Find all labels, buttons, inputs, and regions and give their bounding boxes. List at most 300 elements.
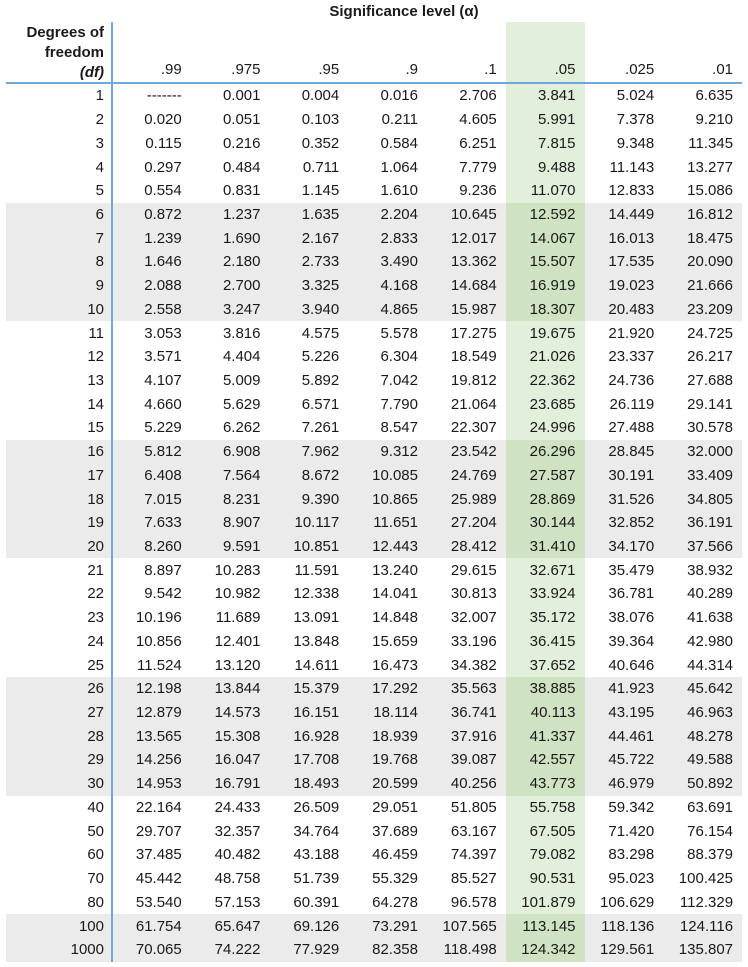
- value-cell: 5.226: [301, 348, 340, 366]
- table-row: [6, 748, 742, 772]
- value-cell: 1.239: [112, 226, 191, 250]
- value-cell: 27.488: [608, 419, 655, 437]
- value-cell: 41.337: [506, 724, 585, 748]
- df-cell: 13: [6, 369, 112, 393]
- value-cell: 48.278: [663, 724, 742, 748]
- df-cell: 50: [6, 819, 112, 843]
- value-cell: 124.342: [506, 938, 585, 962]
- value-cell: 4.660: [144, 395, 182, 413]
- value-cell: 15.086: [687, 182, 734, 200]
- df-cell: 9: [6, 274, 112, 298]
- value-cell: 30.578: [687, 419, 734, 437]
- value-cell: 40.482: [214, 846, 261, 864]
- table-row: [6, 131, 742, 155]
- value-cell: 30.813: [450, 585, 497, 603]
- table-row: [6, 416, 742, 440]
- title-cell: [6, 0, 742, 22]
- value-cell: 9.488: [506, 155, 585, 179]
- value-cell: 61.754: [112, 914, 191, 938]
- value-cell: 43.195: [585, 701, 664, 725]
- table-row: [6, 606, 742, 630]
- value-cell: 36.191: [663, 511, 742, 535]
- value-cell: 19.675: [506, 321, 585, 345]
- df-cell: 30: [6, 772, 112, 796]
- value-cell: 38.932: [687, 561, 734, 579]
- df-cell: 3: [6, 131, 112, 155]
- value-cell: 60.391: [293, 893, 340, 911]
- value-cell: 14.067: [506, 226, 585, 250]
- df-cell: 2: [6, 108, 112, 132]
- value-cell: 10.856: [135, 632, 182, 650]
- value-cell: 23.685: [506, 392, 585, 416]
- value-cell: 96.578: [450, 893, 497, 911]
- value-cell: 22.307: [450, 419, 497, 437]
- value-cell: 1.610: [380, 182, 418, 200]
- value-cell: 32.852: [585, 511, 664, 535]
- value-cell: 20.483: [585, 297, 664, 321]
- value-cell: 37.485: [135, 846, 182, 864]
- value-cell: 17.708: [270, 748, 349, 772]
- value-cell: 14.256: [112, 748, 191, 772]
- value-cell: 18.493: [270, 772, 349, 796]
- value-cell: 38.885: [506, 677, 585, 701]
- value-cell: 15.507: [506, 250, 585, 274]
- value-cell: 10.196: [135, 609, 182, 627]
- value-cell: 0.711: [302, 158, 340, 176]
- table-row: [6, 867, 742, 891]
- value-cell: 67.505: [506, 819, 585, 843]
- value-cell: 106.629: [600, 893, 655, 911]
- value-cell: 13.848: [293, 632, 340, 650]
- value-cell: 27.688: [687, 371, 734, 389]
- value-cell: 42.557: [506, 748, 585, 772]
- df-cell: 24: [6, 630, 112, 654]
- value-cell: 32.671: [506, 558, 585, 582]
- value-cell: 12.592: [506, 203, 585, 227]
- value-cell: 112.329: [679, 893, 734, 911]
- table-row: [6, 772, 742, 796]
- value-cell: 34.764: [293, 822, 340, 840]
- value-cell: 12.198: [112, 677, 191, 701]
- value-cell: 18.307: [506, 297, 585, 321]
- df-cell: 29: [6, 748, 112, 772]
- value-cell: 10.982: [214, 585, 261, 603]
- value-cell: 43.773: [506, 772, 585, 796]
- value-cell: 40.256: [427, 772, 506, 796]
- value-cell: 6.251: [459, 134, 497, 152]
- table-row: [6, 440, 742, 464]
- value-cell: 23.209: [663, 297, 742, 321]
- value-cell: 26.509: [293, 798, 340, 816]
- df-cell: 26: [6, 677, 112, 701]
- value-cell: 46.459: [372, 846, 418, 864]
- value-cell: 11.143: [609, 158, 655, 176]
- df-cell: 19: [6, 511, 112, 535]
- value-cell: 118.498: [427, 938, 506, 962]
- table-row: [6, 250, 742, 274]
- value-cell: 5.892: [301, 371, 340, 389]
- value-cell: 5.009: [222, 371, 261, 389]
- value-cell: 0.051: [222, 111, 261, 129]
- df-cell: 1000: [6, 938, 112, 962]
- value-cell: 3.841: [506, 83, 585, 108]
- value-cell: 5.812: [112, 440, 191, 464]
- value-cell: 135.807: [663, 938, 742, 962]
- value-cell: 45.642: [663, 677, 742, 701]
- value-cell: 37.566: [663, 535, 742, 559]
- value-cell: 0.831: [222, 182, 261, 200]
- df-cell: 15: [6, 416, 112, 440]
- value-cell: 2.180: [191, 250, 270, 274]
- value-cell: 31.410: [506, 535, 585, 559]
- value-cell: 12.879: [112, 701, 191, 725]
- title-row: [6, 0, 742, 22]
- value-cell: 9.312: [348, 440, 427, 464]
- value-cell: 9.390: [270, 487, 349, 511]
- value-cell: 6.262: [222, 419, 261, 437]
- table-row: [6, 630, 742, 654]
- value-cell: 22.164: [135, 798, 182, 816]
- value-cell: 11.591: [294, 561, 340, 579]
- value-cell: 7.962: [270, 440, 349, 464]
- table-row: [6, 108, 742, 132]
- value-cell: 29.707: [135, 822, 182, 840]
- value-cell: 95.023: [608, 870, 655, 888]
- value-cell: 3.247: [191, 297, 270, 321]
- value-cell: 3.490: [348, 250, 427, 274]
- value-cell: 2.167: [270, 226, 349, 250]
- table-row: [6, 724, 742, 748]
- row-header-line-1: Degrees of: [26, 24, 104, 41]
- value-cell: 32.000: [663, 440, 742, 464]
- table-row: [6, 653, 742, 677]
- table-row: [6, 938, 742, 962]
- value-cell: 6.304: [380, 348, 418, 366]
- value-cell: 5.024: [616, 87, 655, 105]
- value-cell: 32.007: [450, 609, 497, 627]
- value-cell: 7.815: [506, 131, 585, 155]
- value-cell: 74.222: [191, 938, 270, 962]
- value-cell: 24.996: [506, 416, 585, 440]
- value-cell: 10.085: [348, 464, 427, 488]
- value-cell: 13.277: [687, 158, 734, 176]
- value-cell: 11.651: [348, 511, 427, 535]
- value-cell: 10.117: [270, 511, 349, 535]
- df-cell: 16: [6, 440, 112, 464]
- value-cell: 42.980: [687, 632, 734, 650]
- value-cell: 13.120: [214, 656, 261, 674]
- value-cell: 26.296: [506, 440, 585, 464]
- value-cell: 88.379: [687, 846, 734, 864]
- value-cell: 5.578: [380, 324, 418, 342]
- value-cell: 35.479: [608, 561, 655, 579]
- value-cell: 38.076: [608, 609, 655, 627]
- value-cell: 13.565: [112, 724, 191, 748]
- value-cell: 129.561: [585, 938, 664, 962]
- value-cell: 82.358: [348, 938, 427, 962]
- value-cell: 6.571: [301, 395, 340, 413]
- table-row: [6, 511, 742, 535]
- value-cell: 2.700: [191, 274, 270, 298]
- value-cell: 39.364: [608, 632, 655, 650]
- value-cell: 73.291: [348, 914, 427, 938]
- value-cell: 24.725: [687, 324, 734, 342]
- value-cell: 2.833: [348, 226, 427, 250]
- value-cell: 83.298: [608, 846, 655, 864]
- table-row: [6, 321, 742, 345]
- value-cell: 34.382: [450, 656, 497, 674]
- value-cell: 25.989: [427, 487, 506, 511]
- value-cell: 28.869: [506, 487, 585, 511]
- value-cell: 4.404: [222, 348, 261, 366]
- value-cell: 35.172: [506, 606, 585, 630]
- value-cell: 48.758: [214, 870, 261, 888]
- value-cell: 20.599: [348, 772, 427, 796]
- value-cell: 11.345: [688, 134, 734, 152]
- value-cell: 3.816: [222, 324, 261, 342]
- value-cell: 6.908: [191, 440, 270, 464]
- value-cell: 21.026: [506, 345, 585, 369]
- value-cell: 15.308: [191, 724, 270, 748]
- value-cell: 0.103: [301, 111, 340, 129]
- value-cell: 2.204: [348, 203, 427, 227]
- value-cell: 4.107: [144, 371, 182, 389]
- value-cell: 19.768: [348, 748, 427, 772]
- value-cell: 1.237: [191, 203, 270, 227]
- table-row: [6, 535, 742, 559]
- value-cell: 36.415: [506, 630, 585, 654]
- value-cell: 16.047: [191, 748, 270, 772]
- value-cell: 69.126: [270, 914, 349, 938]
- value-cell: 79.082: [506, 843, 585, 867]
- table-row: [6, 677, 742, 701]
- value-cell: 31.526: [585, 487, 664, 511]
- table-row: [6, 179, 742, 203]
- value-cell: 0.584: [380, 134, 418, 152]
- value-cell: 6.635: [695, 87, 734, 105]
- value-cell: 24.433: [214, 798, 261, 816]
- value-cell: 0.016: [380, 87, 418, 105]
- value-cell: 101.879: [506, 890, 585, 914]
- value-cell: 16.919: [506, 274, 585, 298]
- value-cell: 24.736: [608, 371, 655, 389]
- value-cell: 4.575: [301, 324, 340, 342]
- value-cell: 15.659: [372, 632, 418, 650]
- value-cell: 1.145: [301, 182, 340, 200]
- value-cell: 3.325: [270, 274, 349, 298]
- df-cell: 70: [6, 867, 112, 891]
- value-cell: 63.167: [450, 822, 497, 840]
- value-cell: 40.646: [608, 656, 655, 674]
- value-cell: 11.070: [506, 179, 585, 203]
- value-cell: 21.920: [608, 324, 655, 342]
- value-cell: 30.144: [506, 511, 585, 535]
- value-cell: 18.475: [663, 226, 742, 250]
- df-cell: 21: [6, 558, 112, 582]
- df-cell: 23: [6, 606, 112, 630]
- value-cell: 107.565: [427, 914, 506, 938]
- value-cell: 35.563: [427, 677, 506, 701]
- value-cell: 8.260: [112, 535, 191, 559]
- value-cell: 37.689: [372, 822, 418, 840]
- value-cell: 21.064: [450, 395, 497, 413]
- value-cell: 7.261: [301, 419, 340, 437]
- value-cell: 124.116: [663, 914, 742, 938]
- value-cell: 19.023: [585, 274, 664, 298]
- df-cell: 100: [6, 914, 112, 938]
- value-cell: 46.963: [663, 701, 742, 725]
- value-cell: 65.647: [191, 914, 270, 938]
- row-header-line-2: freedom: [44, 44, 104, 61]
- value-cell: 90.531: [506, 867, 585, 891]
- row-header-degrees-of-freedom: [6, 22, 112, 83]
- value-cell: 12.338: [293, 585, 340, 603]
- value-cell: 22.362: [506, 369, 585, 393]
- df-cell: 6: [6, 203, 112, 227]
- column-header: .05: [506, 22, 585, 83]
- value-cell: 45.442: [135, 870, 182, 888]
- column-header: .9: [348, 22, 427, 83]
- column-header: .1: [427, 22, 506, 83]
- value-cell: 2.706: [459, 87, 497, 105]
- df-cell: 7: [6, 226, 112, 250]
- value-cell: 20.090: [663, 250, 742, 274]
- value-cell: 36.781: [608, 585, 655, 603]
- value-cell: 118.136: [585, 914, 664, 938]
- df-cell: 20: [6, 535, 112, 559]
- value-cell: 64.278: [372, 893, 418, 911]
- table-row: [6, 155, 742, 179]
- value-cell: 43.188: [293, 846, 340, 864]
- value-cell: 5.991: [506, 108, 585, 132]
- value-cell: 18.549: [450, 348, 497, 366]
- value-cell: 0.211: [381, 111, 418, 129]
- value-cell: 7.779: [459, 158, 497, 176]
- value-cell: 17.292: [348, 677, 427, 701]
- column-header: .99: [112, 22, 191, 83]
- value-cell: 50.892: [663, 772, 742, 796]
- value-cell: 29.615: [450, 561, 497, 579]
- value-cell: 16.928: [270, 724, 349, 748]
- df-cell: 11: [6, 321, 112, 345]
- value-cell: 14.684: [427, 274, 506, 298]
- df-cell: 40: [6, 796, 112, 820]
- value-cell: 28.845: [585, 440, 664, 464]
- df-cell: 5: [6, 179, 112, 203]
- value-cell: 0.554: [144, 182, 182, 200]
- value-cell: 37.652: [506, 653, 585, 677]
- value-cell: 76.154: [687, 822, 734, 840]
- value-cell: 2.088: [112, 274, 191, 298]
- value-cell: 16.151: [270, 701, 349, 725]
- value-cell: 44.461: [585, 724, 664, 748]
- value-cell: 9.542: [144, 585, 182, 603]
- value-cell: 23.337: [608, 348, 655, 366]
- value-cell: 0.297: [144, 158, 182, 176]
- table-row: [6, 83, 742, 108]
- table-row: [6, 274, 742, 298]
- value-cell: 63.691: [687, 798, 734, 816]
- value-cell: 21.666: [663, 274, 742, 298]
- value-cell: 0.020: [144, 111, 182, 129]
- value-cell: 16.013: [585, 226, 664, 250]
- value-cell: 8.231: [191, 487, 270, 511]
- value-cell: 11.524: [136, 656, 182, 674]
- table-row: [6, 558, 742, 582]
- value-cell: 14.611: [294, 656, 340, 674]
- value-cell: 14.573: [191, 701, 270, 725]
- value-cell: 0.352: [301, 134, 340, 152]
- value-cell: 85.527: [450, 870, 497, 888]
- table-row: [6, 914, 742, 938]
- df-cell: 8: [6, 250, 112, 274]
- value-cell: 12.443: [348, 535, 427, 559]
- value-cell: 0.872: [112, 203, 191, 227]
- value-cell: 46.979: [585, 772, 664, 796]
- value-cell: 10.865: [348, 487, 427, 511]
- value-cell: 32.357: [214, 822, 261, 840]
- value-cell: 1.646: [112, 250, 191, 274]
- value-cell: 9.591: [191, 535, 270, 559]
- value-cell: 55.758: [506, 796, 585, 820]
- value-cell: 10.645: [427, 203, 506, 227]
- value-cell: 51.805: [450, 798, 497, 816]
- table-row: [6, 226, 742, 250]
- df-cell: 27: [6, 701, 112, 725]
- df-cell: 18: [6, 487, 112, 511]
- column-header: .025: [585, 22, 664, 83]
- table-row: [6, 392, 742, 416]
- value-cell: 45.722: [585, 748, 664, 772]
- row-header-df-label: (df): [79, 64, 104, 81]
- value-cell: 59.342: [608, 798, 655, 816]
- column-header: .95: [270, 22, 349, 83]
- value-cell: 12.833: [608, 182, 655, 200]
- value-cell: 18.939: [348, 724, 427, 748]
- value-cell: 77.929: [270, 938, 349, 962]
- value-cell: 0.484: [222, 158, 261, 176]
- value-cell: 9.210: [695, 111, 734, 129]
- value-cell: 23.542: [427, 440, 506, 464]
- value-cell: 29.141: [687, 395, 734, 413]
- value-cell: 11.689: [215, 609, 261, 627]
- value-cell: 13.091: [293, 609, 340, 627]
- value-cell: 57.153: [214, 893, 261, 911]
- value-cell: 15.987: [427, 297, 506, 321]
- value-cell: 14.449: [585, 203, 664, 227]
- value-cell: 18.114: [348, 701, 427, 725]
- value-cell: 10.851: [270, 535, 349, 559]
- df-cell: 14: [6, 392, 112, 416]
- value-cell: 41.638: [687, 609, 734, 627]
- value-cell: 24.769: [427, 464, 506, 488]
- value-cell: 17.275: [450, 324, 497, 342]
- value-cell: 0.115: [145, 134, 182, 152]
- value-cell: 7.633: [112, 511, 191, 535]
- value-cell: 4.605: [459, 111, 497, 129]
- value-cell: 7.378: [616, 111, 655, 129]
- value-cell: 4.168: [348, 274, 427, 298]
- value-cell: 70.065: [112, 938, 191, 962]
- value-cell: 7.790: [380, 395, 418, 413]
- value-cell: 7.564: [191, 464, 270, 488]
- value-cell: 29.051: [372, 798, 418, 816]
- column-header: .01: [663, 22, 742, 83]
- value-cell: 10.283: [214, 561, 261, 579]
- value-cell: 41.923: [585, 677, 664, 701]
- value-cell: 16.791: [191, 772, 270, 796]
- value-cell: 40.289: [687, 585, 734, 603]
